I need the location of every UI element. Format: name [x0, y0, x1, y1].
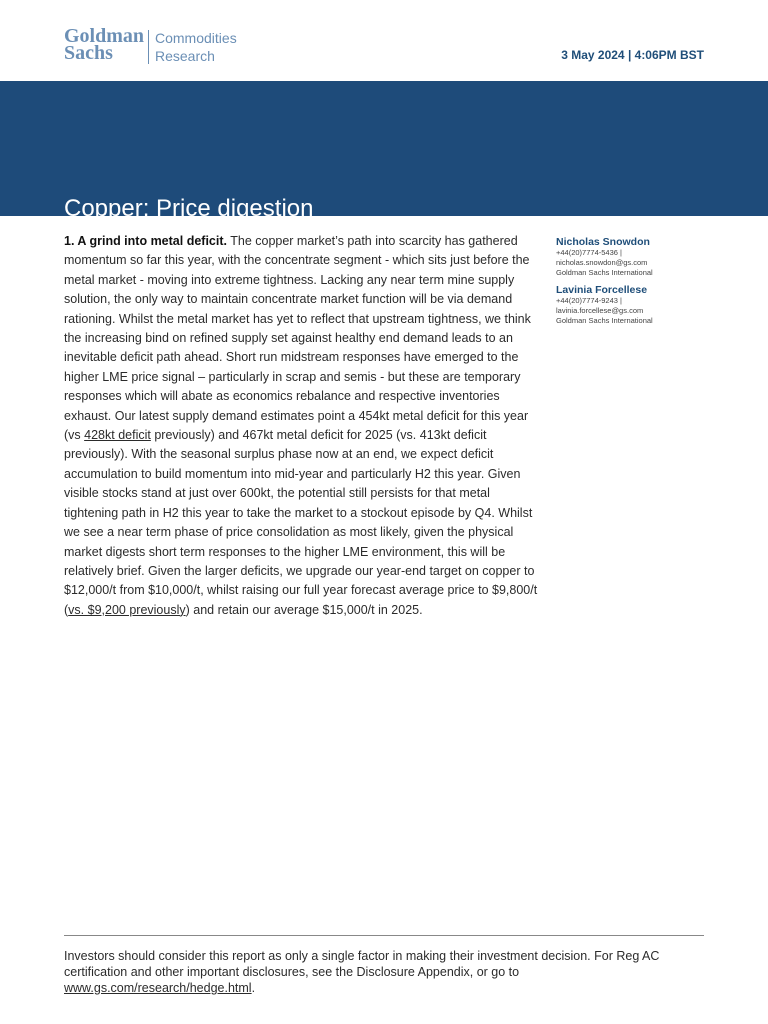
footer-text: Investors should consider this report as only a single factor in making their investment decision. For Reg AC certification and other important disclosures, see the Disclosure Appendix, or go to: [64, 949, 660, 979]
page-title: Copper: Price digestion: [64, 195, 314, 222]
logo-line-1: Goldman: [64, 25, 145, 47]
footer-divider: [64, 935, 704, 936]
author-phone: +44(20)7774-5436 |: [556, 248, 622, 257]
author-email[interactable]: lavinia.forcellese@gs.com: [556, 306, 644, 315]
author-org: Goldman Sachs International: [556, 268, 653, 277]
author-name: Nicholas Snowdon: [556, 236, 650, 248]
time-text: 4:06PM BST: [634, 48, 704, 62]
date-text: 3 May 2024: [561, 48, 625, 62]
date-separator: |: [624, 48, 635, 62]
article-paragraph: [64, 232, 540, 620]
disclosure-footer: [64, 948, 704, 996]
hedge-disclosure-link[interactable]: www.gs.com/research/hedge.html: [64, 981, 252, 995]
lead-heading: 1. A grind into metal deficit.: [64, 234, 227, 248]
author-org: Goldman Sachs International: [556, 316, 653, 325]
author-card: [556, 236, 706, 278]
author-card: [556, 284, 706, 326]
author-email[interactable]: nicholas.snowdon@gs.com: [556, 258, 648, 267]
link-previous-forecast[interactable]: vs. $9,200 previously: [68, 602, 186, 617]
article-text-2: previously) and 467kt metal deficit for 2025 (vs. 413kt deficit previously). With the seasonal surplus phase now at an end, we expect deficit accumulation to build momentum into mid-year and particularly H2 this year. Given visible stocks stand at just over 600kt, the potential still persists for that metal tightening path in H2 this year to take the market to a stockout episode by Q4. Whilst we see a near term phase of price consolidation as most likely, given the physical market digests short term responses to the higher LME environment, this will be relatively brief. Given the larger deficits, we upgrade our year-end target on copper to $12,000/t from $10,000/t, whilst raising our full year forecast average price to $9,800/t (: [64, 428, 538, 617]
article-text-3: ) and retain our average $15,000/t in 2025.: [185, 602, 423, 617]
publication-date: [561, 48, 704, 62]
logo-line-2: Sachs: [64, 42, 113, 64]
authors-panel: [556, 236, 706, 332]
logo-wordmark: [64, 25, 148, 64]
division-name: [155, 29, 235, 65]
division-line-2: Research: [155, 48, 215, 64]
logo-divider: [148, 30, 149, 64]
title-banner: [0, 81, 768, 222]
author-name: Lavinia Forcellese: [556, 284, 648, 296]
article-text-1: The copper market’s path into scarcity has gathered momentum so far this year, with the concentrate segment - which sits just before the metal market - moving into extreme tightness. Lacking any near term mine supply solution, the only way to maintain concentrate market function will be via demand rationing. Whilst the metal market has yet to reflect that upstream tightness, we think the increasing bind on refined supply set against healthy end demand leads to an inevitable deficit path ahead. Short run midstream responses have emerged to the higher LME price signal – particularly in scrap and semis - but these are temporary responses which will abate as economics rebalance and respective inventories exhaust. Our latest supply demand estimates point a 454kt metal deficit for this year (vs: [64, 234, 531, 443]
footer-end: .: [251, 981, 256, 995]
author-phone: +44(20)7774-9243 |: [556, 296, 622, 305]
division-line-1: Commodities: [155, 30, 237, 46]
link-428kt-deficit[interactable]: 428kt deficit: [84, 428, 151, 443]
